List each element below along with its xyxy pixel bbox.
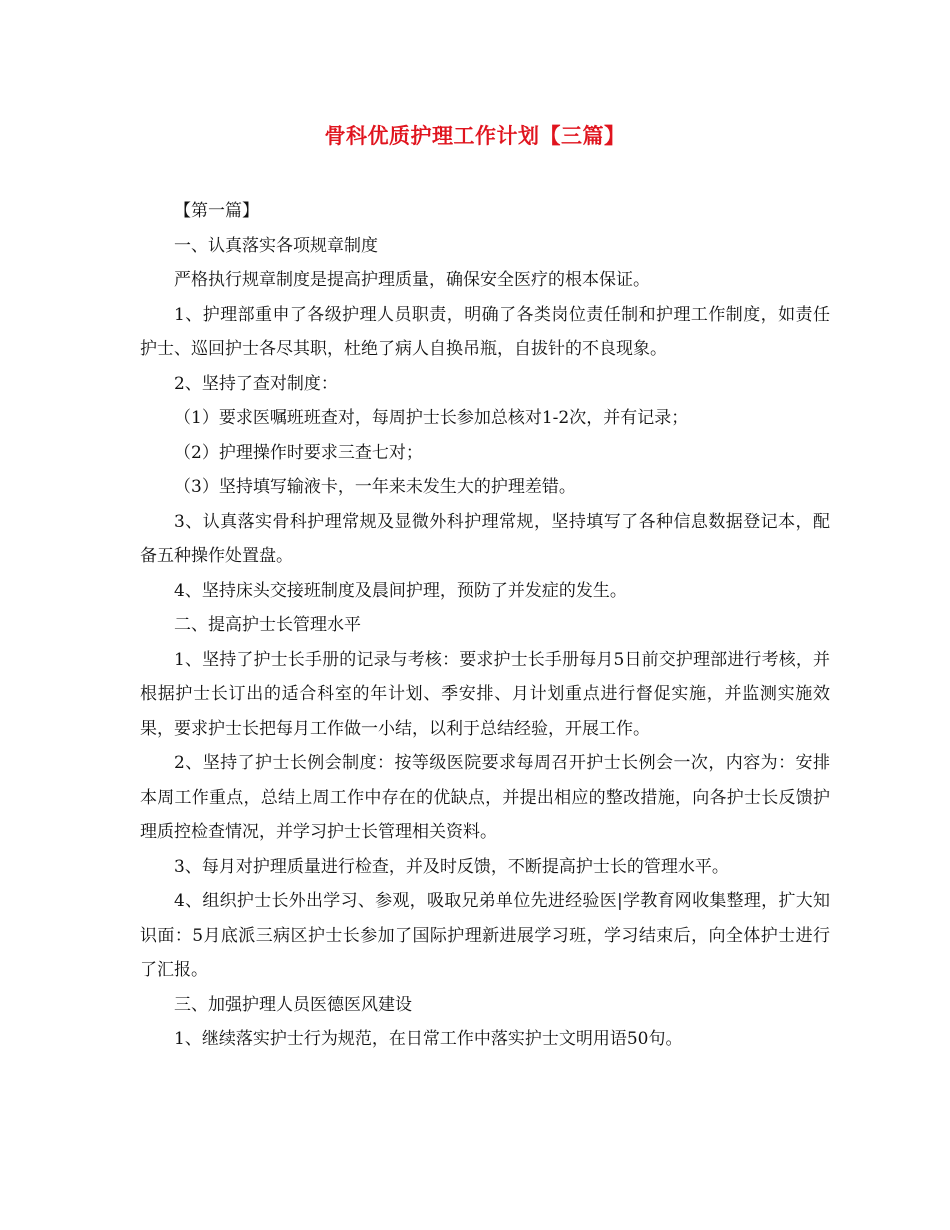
section-heading: 二、提高护士长管理水平 xyxy=(174,615,361,635)
sub-item: （2）护理操作时要求三查七对； xyxy=(174,442,423,463)
sub-item: （3）坚持填写输液卡，一年来未发生大的护理差错。 xyxy=(174,477,576,497)
paragraph: 4、组织护士长外出学习、参观，吸取兄弟单位先进经验医|学教育网收集整理，扩大知识面：5月底派三病区护士长参加了国际护理新进展学习班，学习结束后，向全体护士进行了汇报。 xyxy=(140,891,830,980)
paragraph: 1、坚持了护士长手册的记录与考核：要求护士长手册每月5日前交护理部进行考核，并根据护士长订出的适合科室的年计划、季安排、月计划重点进行督促实施，并监测实施效果，要求护士长把每月工作做一小结，以利于总结经验，开展工作。 xyxy=(140,649,830,739)
section-label: 【第一篇】 xyxy=(174,201,259,221)
paragraph: 3、认真落实骨科护理常规及显微外科护理常规，坚持填写了各种信息数据登记本，配备五种操作处置盘。 xyxy=(140,511,830,566)
section-heading: 一、认真落实各项规章制度 xyxy=(174,235,378,256)
paragraph: 4、坚持床头交接班制度及晨间护理，预防了并发症的发生。 xyxy=(174,580,627,601)
paragraph: 2、坚持了护士长例会制度：按等级医院要求每周召开护士长例会一次，内容为：安排本周工作重点，总结上周工作中存在的优缺点，并提出相应的整改措施，向各护士长反馈护理质控检查情况，并学习护士长管理相关资料。 xyxy=(140,753,830,842)
paragraph: 1、继续落实护士行为规范，在日常工作中落实护士文明用语50句。 xyxy=(174,1029,683,1049)
paragraph: 2、坚持了查对制度： xyxy=(174,373,338,394)
paragraph: 1、护理部重申了各级护理人员职责，明确了各类岗位责任制和护理工作制度，如责任护士、巡回护士各尽其职，杜绝了病人自换吊瓶，自拔针的不良现象。 xyxy=(140,304,830,359)
sub-item: （1）要求医嘱班班查对，每周护士长参加总核对1-2次，并有记录； xyxy=(174,408,689,428)
document-title: 骨科优质护理工作计划【三篇】 xyxy=(324,123,626,148)
paragraph: 3、每月对护理质量进行检查，并及时反馈，不断提高护士长的管理水平。 xyxy=(174,856,729,877)
section-heading: 三、加强护理人员医德医风建设 xyxy=(174,994,412,1015)
document-body xyxy=(140,194,830,1057)
paragraph: 严格执行规章制度是提高护理质量，确保安全医疗的根本保证。 xyxy=(174,270,650,290)
